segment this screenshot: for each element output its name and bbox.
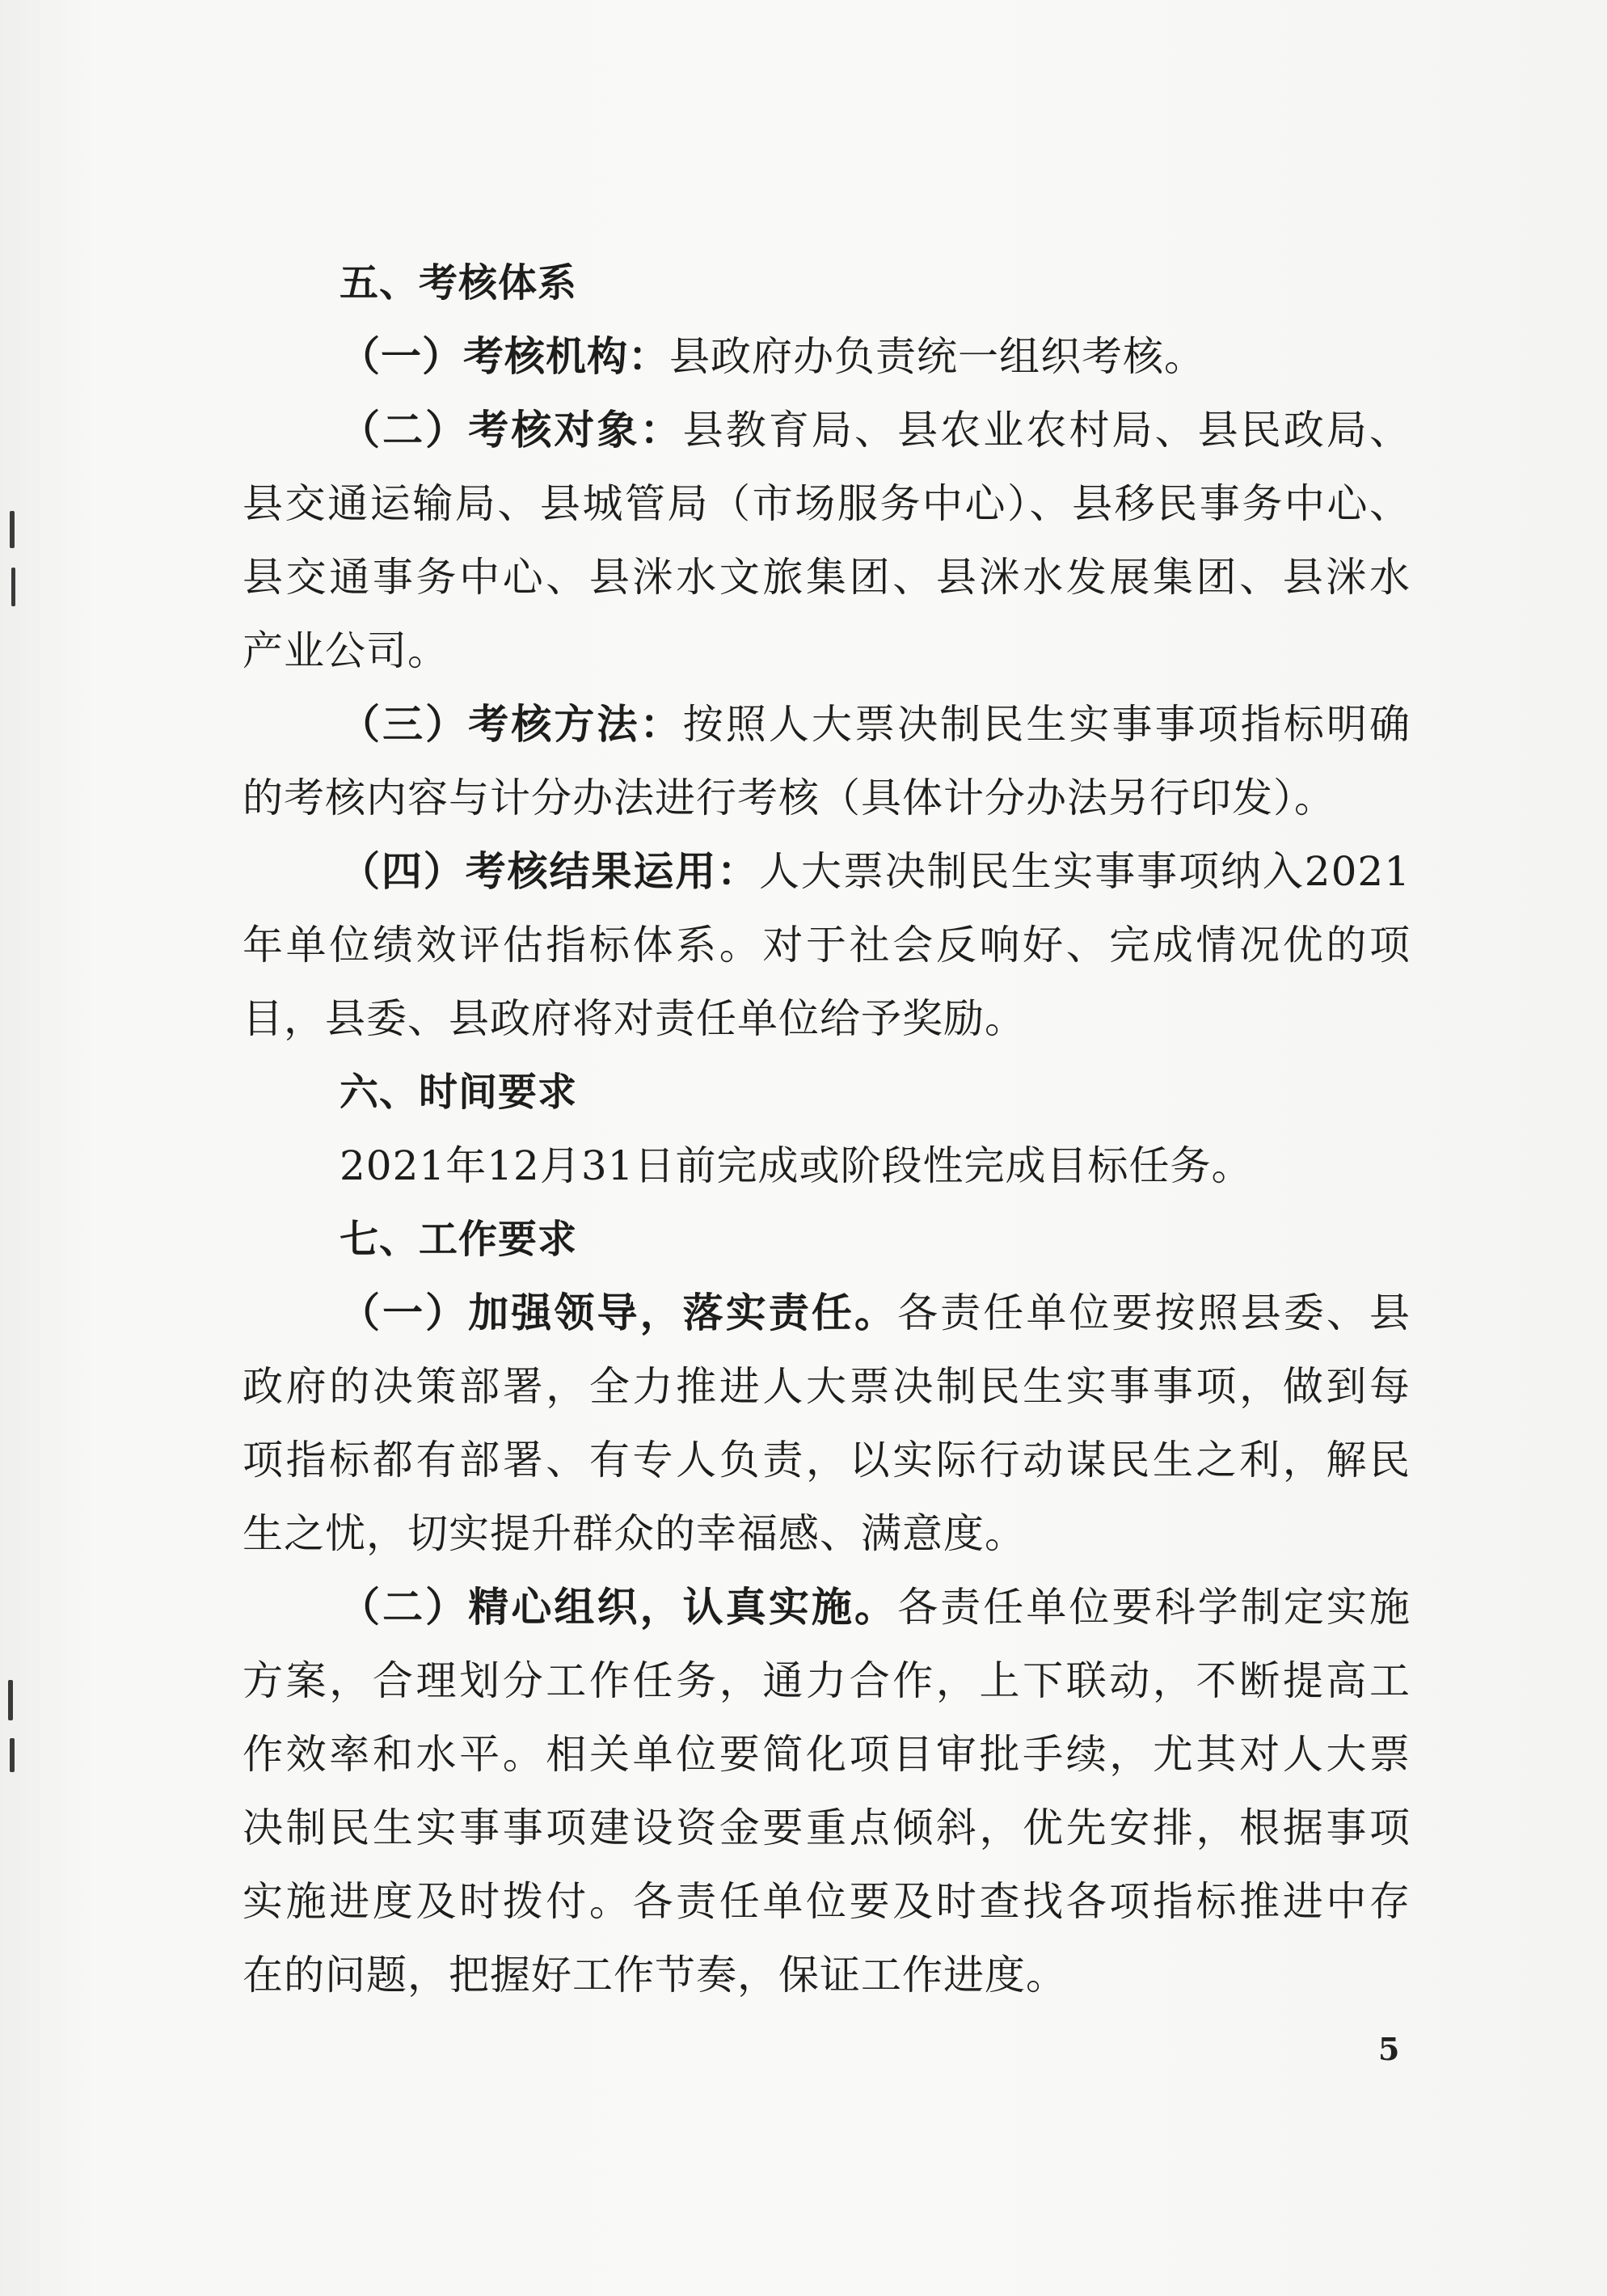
text-line: 方案，合理划分工作任务，通力合作，上下联动，不断提高工 bbox=[243, 1657, 1411, 1704]
paragraph-time-requirement: 2021年12月31日前完成或阶段性完成目标任务。 bbox=[340, 1142, 1253, 1189]
text-line: 县交通运输局、县城管局（市场服务中心）、县移民事务中心、 bbox=[243, 480, 1411, 527]
binding-mark bbox=[10, 511, 15, 548]
item-lead: （四）考核结果运用： bbox=[340, 848, 760, 895]
section-heading: 七、工作要求 bbox=[340, 1217, 578, 1262]
paragraph-result-usage bbox=[243, 835, 1411, 909]
section-heading: 六、时间要求 bbox=[340, 1070, 578, 1115]
item-text: 县政府办负责统一组织考核。 bbox=[669, 333, 1205, 380]
text-line: 县交通事务中心、县洣水文旅集团、县洣水发展集团、县洣水 bbox=[243, 554, 1411, 601]
paragraph-assessment-method bbox=[243, 688, 1411, 762]
text-line: 政府的决策部署，全力推进人大票决制民生实事事项，做到每 bbox=[243, 1363, 1411, 1410]
item-text: 人大票决制民生实事事项纳入2021 bbox=[759, 848, 1411, 895]
text-line: 实施进度及时拨付。各责任单位要及时查找各项指标推进中存 bbox=[243, 1878, 1411, 1925]
item-text: 各责任单位要按照县委、县 bbox=[897, 1289, 1411, 1336]
text-line: 在的问题，把握好工作节奏，保证工作进度。 bbox=[243, 1952, 1067, 1998]
text-line: 的考核内容与计分办法进行考核（具体计分办法另行印发）。 bbox=[243, 774, 1335, 821]
paragraph-assessment-agency bbox=[243, 320, 1411, 394]
paragraph-assessment-targets bbox=[243, 394, 1411, 467]
binding-mark bbox=[10, 1738, 15, 1772]
binding-mark bbox=[8, 1680, 13, 1720]
text-line: 生之忧，切实提升群众的幸福感、满意度。 bbox=[243, 1510, 1026, 1557]
item-lead: （一）加强领导，落实责任。 bbox=[340, 1289, 898, 1336]
section-heading: 五、考核体系 bbox=[340, 260, 578, 306]
binding-mark bbox=[11, 568, 15, 606]
paragraph-leadership bbox=[243, 1277, 1411, 1350]
text-line: 目，县委、县政府将对责任单位给予奖励。 bbox=[243, 995, 1026, 1042]
page-number: 5 bbox=[1378, 2031, 1400, 2067]
text-line: 作效率和水平。相关单位要简化项目审批手续，尤其对人大票 bbox=[243, 1731, 1411, 1778]
document-body bbox=[243, 247, 1411, 2012]
text-line: 决制民生实事事项建设资金要重点倾斜，优先安排，根据事项 bbox=[243, 1804, 1411, 1851]
item-lead: （三）考核方法： bbox=[340, 701, 683, 748]
paragraph-organization bbox=[243, 1571, 1411, 1644]
item-lead: （二）精心组织，认真实施。 bbox=[340, 1584, 898, 1631]
item-text: 各责任单位要科学制定实施 bbox=[897, 1584, 1411, 1631]
text-line: 产业公司。 bbox=[243, 627, 449, 674]
item-text: 按照人大票决制民生实事事项指标明确 bbox=[682, 701, 1411, 748]
text-line: 项指标都有部署、有专人负责，以实际行动谋民生之利，解民 bbox=[243, 1437, 1411, 1484]
item-text: 县教育局、县农业农村局、县民政局、 bbox=[682, 407, 1411, 454]
item-lead: （一）考核机构： bbox=[340, 333, 669, 380]
item-lead: （二）考核对象： bbox=[340, 407, 683, 454]
text-line: 年单位绩效评估指标体系。对于社会反响好、完成情况优的项 bbox=[243, 922, 1411, 969]
